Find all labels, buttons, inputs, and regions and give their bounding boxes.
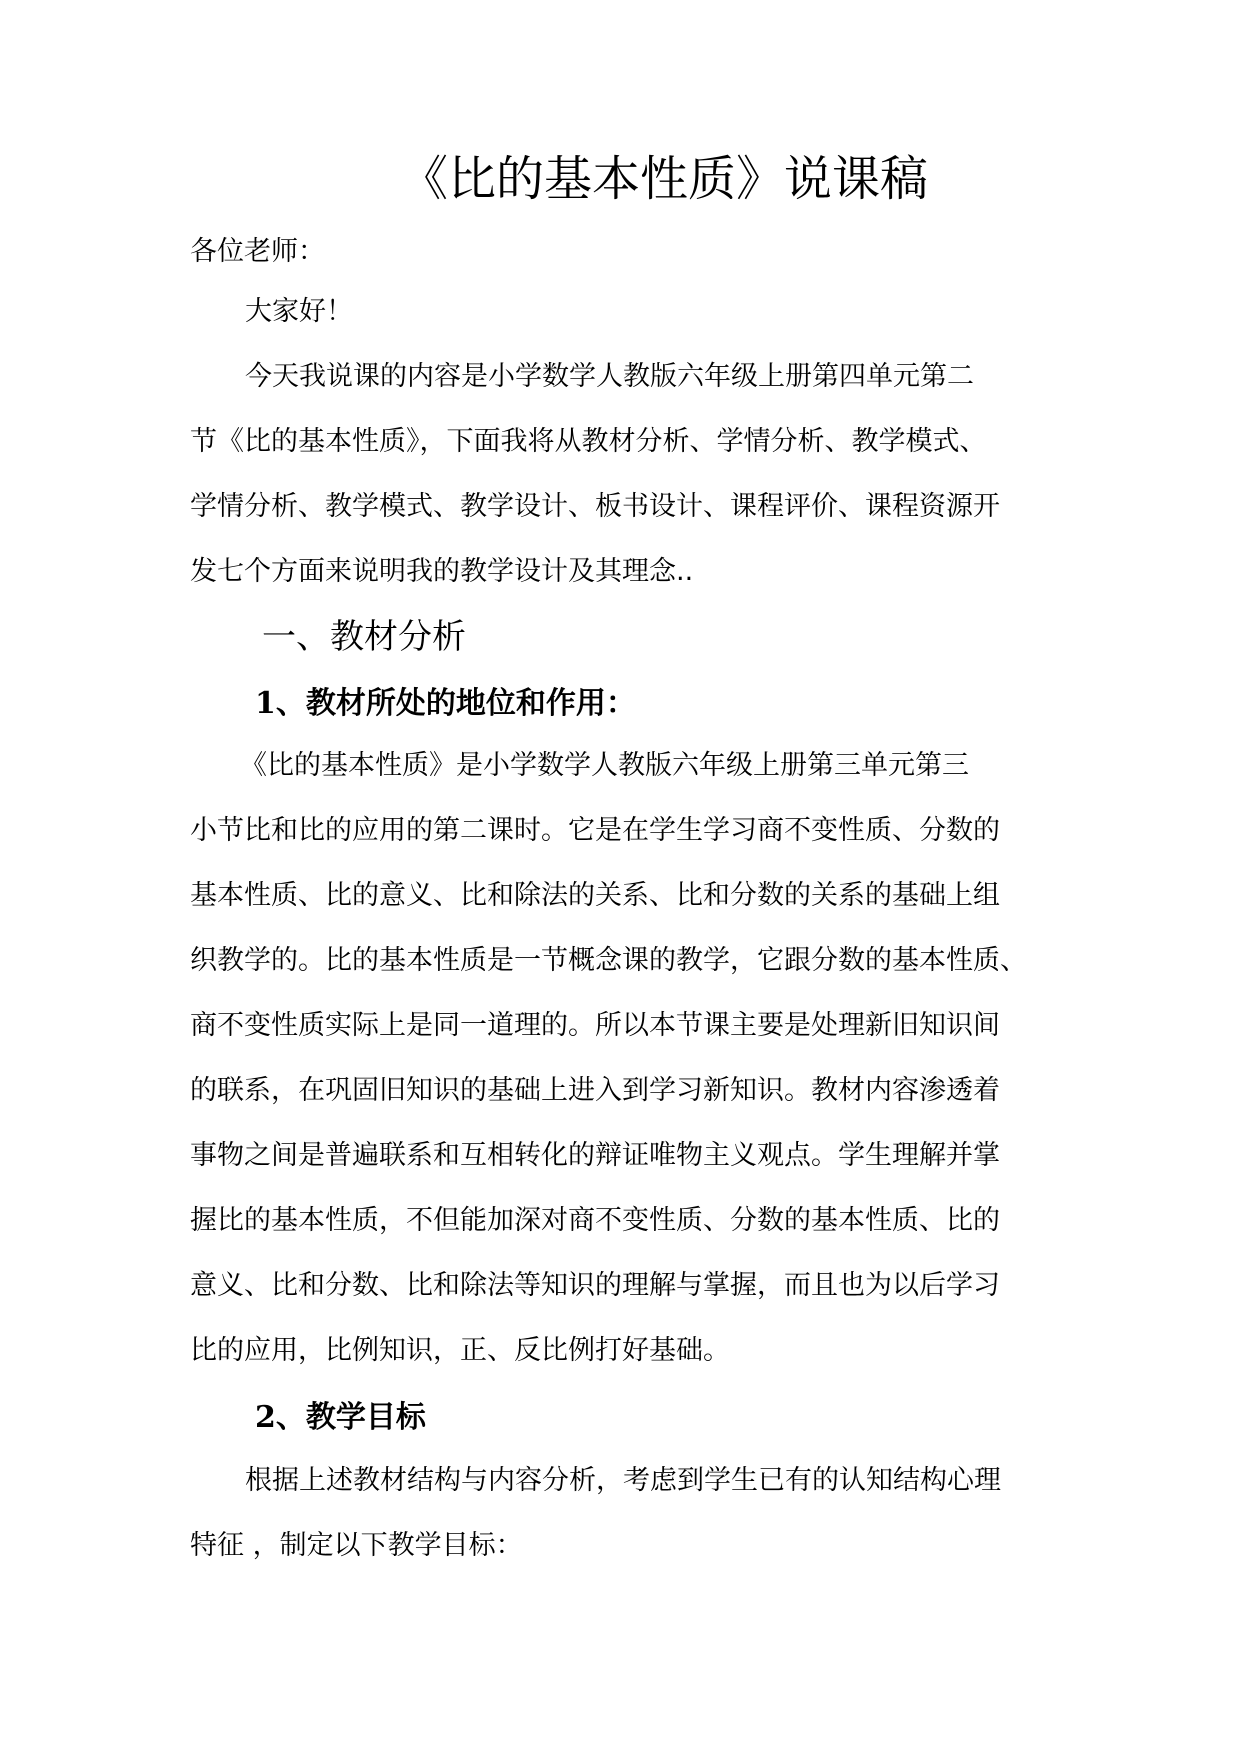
paragraph-line: 的联系，在巩固旧知识的基础上进入到学习新知识。教材内容渗透着 bbox=[190, 1075, 1000, 1106]
paragraph-line: 握比的基本性质，不但能加深对商不变性质、分数的基本性质、比的 bbox=[190, 1205, 1000, 1236]
paragraph-line: 基本性质、比的意义、比和除法的关系、比和分数的关系的基础上组 bbox=[190, 880, 1000, 911]
intro-line: 学情分析、教学模式、教学设计、板书设计、课程评价、课程资源开 bbox=[190, 491, 1000, 522]
paragraph-line: 织教学的。比的基本性质是一节概念课的教学，它跟分数的基本性质、 bbox=[190, 945, 1027, 976]
greeting: 大家好！ bbox=[245, 296, 353, 327]
intro-line: 节《比的基本性质》，下面我将从教材分析、学情分析、教学模式、 bbox=[190, 426, 987, 457]
paragraph-line: 特征 ，制定以下教学目标： bbox=[190, 1530, 523, 1561]
paragraph-line: 事物之间是普遍联系和互相转化的辩证唯物主义观点。学生理解并掌 bbox=[190, 1140, 1000, 1171]
paragraph-line: 比的应用，比例知识，正、反比例打好基础。 bbox=[190, 1335, 730, 1366]
paragraph-line: 意义、比和分数、比和除法等知识的理解与掌握，而且也为以后学习 bbox=[190, 1270, 1000, 1301]
section-heading: 一、教材分析 bbox=[262, 617, 466, 657]
intro-line: 发七个方面来说明我的教学设计及其理念.. bbox=[190, 556, 694, 587]
paragraph-line: 商不变性质实际上是同一道理的。所以本节课主要是处理新旧知识间 bbox=[190, 1010, 1000, 1041]
document-title: 《比的基本性质》说课稿 bbox=[400, 151, 929, 207]
subsection-heading: 1、教材所处的地位和作用： bbox=[255, 686, 636, 721]
paragraph-line: 小节比和比的应用的第二课时。它是在学生学习商不变性质、分数的 bbox=[190, 815, 1000, 846]
paragraph-line: 《比的基本性质》是小学数学人教版六年级上册第三单元第三 bbox=[240, 750, 969, 781]
salutation: 各位老师： bbox=[190, 236, 325, 267]
subsection-heading: 2、教学目标 bbox=[255, 1400, 426, 1435]
intro-line: 今天我说课的内容是小学数学人教版六年级上册第四单元第二 bbox=[245, 361, 974, 392]
paragraph-line: 根据上述教材结构与内容分析，考虑到学生已有的认知结构心理 bbox=[245, 1465, 1001, 1496]
